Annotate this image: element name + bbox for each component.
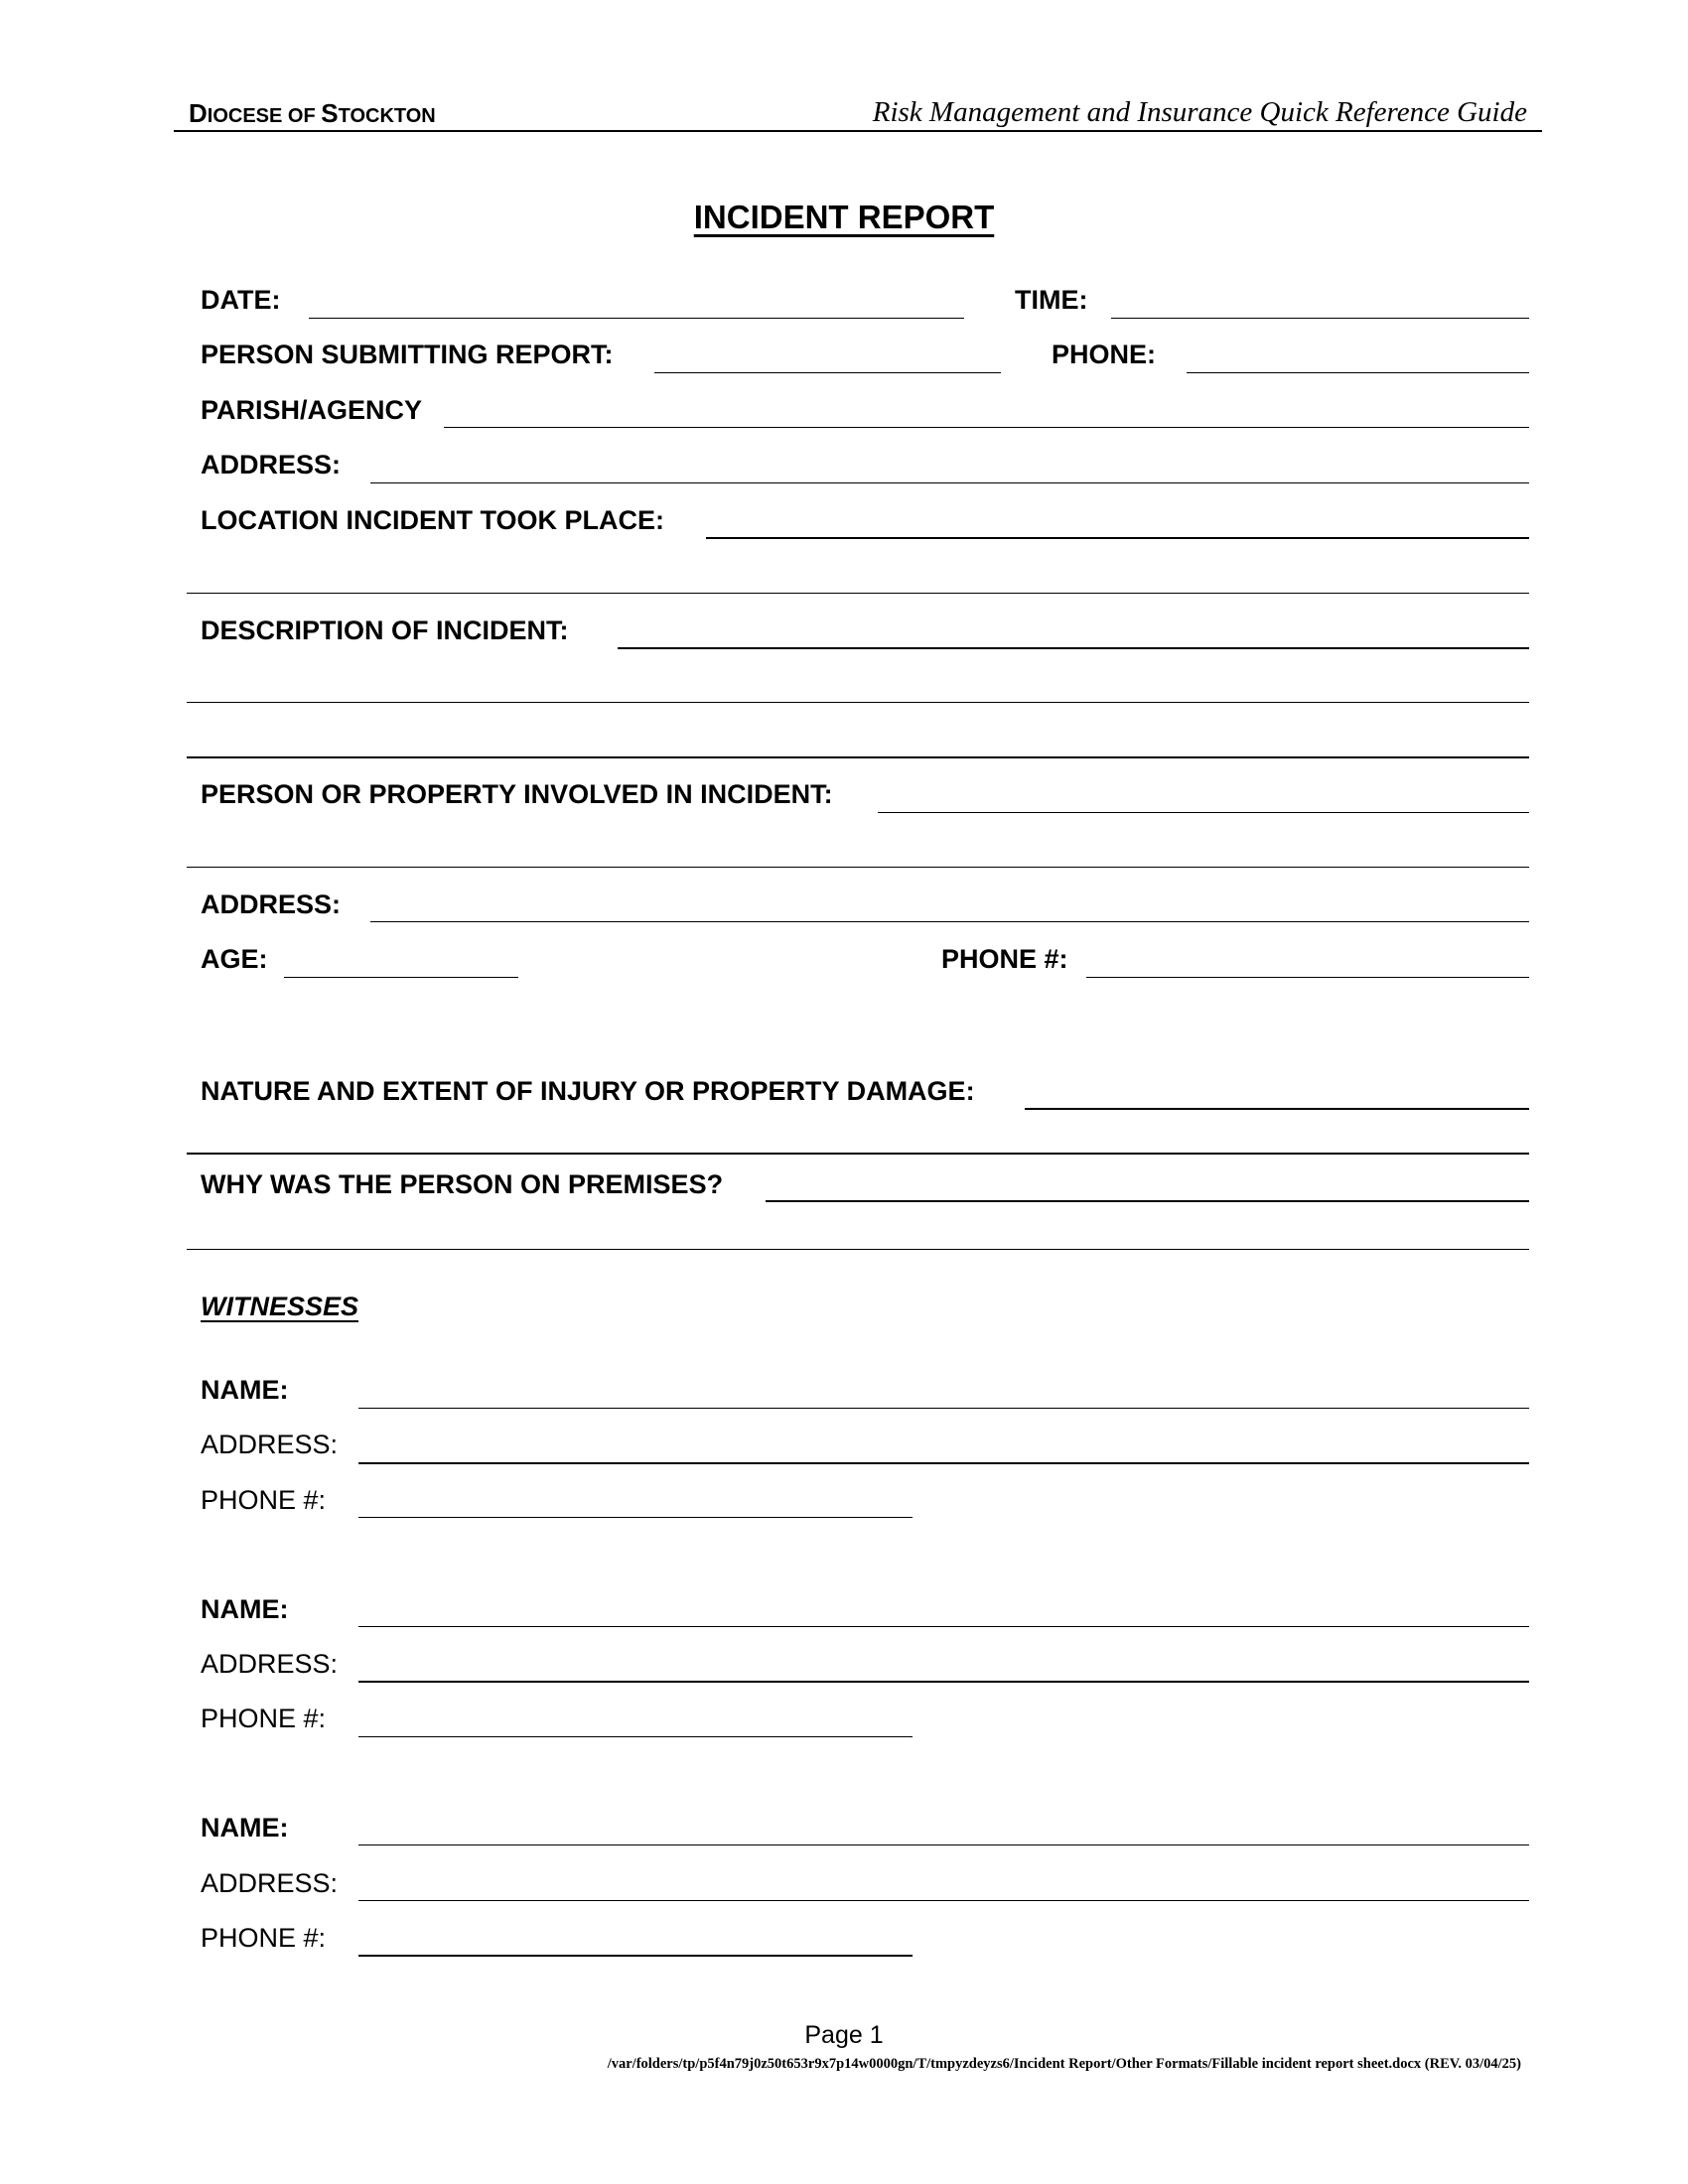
time-label: TIME: bbox=[1015, 285, 1088, 315]
person-submitting-field[interactable] bbox=[654, 372, 1001, 373]
header-rule bbox=[174, 130, 1542, 132]
address-label: ADDRESS: bbox=[201, 450, 342, 479]
witness-2-phone-field[interactable] bbox=[358, 1736, 913, 1737]
org-word-stockton: TOCKTON bbox=[338, 105, 436, 127]
witness-3-address-label: ADDRESS: bbox=[201, 1868, 339, 1898]
witness-2-address-label: ADDRESS: bbox=[201, 1649, 339, 1679]
witness-3-name-field[interactable] bbox=[358, 1844, 1529, 1845]
location-field[interactable] bbox=[706, 537, 1529, 539]
witness-1-phone-field[interactable] bbox=[358, 1517, 913, 1518]
why-on-premises-line-2[interactable] bbox=[187, 1249, 1529, 1250]
time-field[interactable] bbox=[1111, 318, 1529, 319]
involved-phone-label: PHONE #: bbox=[941, 944, 1068, 974]
parish-agency-field[interactable] bbox=[444, 427, 1529, 428]
phone-label: PHONE: bbox=[1052, 340, 1157, 369]
nature-extent-line-2[interactable] bbox=[187, 1153, 1529, 1155]
person-property-label: PERSON OR PROPERTY INVOLVED IN INCIDENT: bbox=[201, 779, 833, 809]
location-label: LOCATION INCIDENT TOOK PLACE: bbox=[201, 505, 664, 535]
witness-3-name-label: NAME: bbox=[201, 1813, 289, 1843]
witness-2-name-field[interactable] bbox=[358, 1626, 1529, 1627]
age-label: AGE: bbox=[201, 944, 268, 974]
witness-3-phone-field[interactable] bbox=[358, 1955, 913, 1957]
witness-2-address-field[interactable] bbox=[358, 1681, 1529, 1683]
org-initial-s: S bbox=[321, 98, 339, 128]
file-path-footer: /var/folders/tp/p5f4n79j0z50t653r9x7p14w0000gn/T/tmpyzdeyzs6/Incident Report/Other Formats/Fillable incident report sheet.docx (REV. 03/04/25) bbox=[607, 2056, 1521, 2072]
page-number: Page 1 bbox=[804, 2021, 884, 2049]
involved-address-label: ADDRESS: bbox=[201, 889, 342, 919]
description-line-2[interactable] bbox=[187, 702, 1529, 703]
nature-extent-field[interactable] bbox=[1025, 1108, 1529, 1110]
person-property-line-2[interactable] bbox=[187, 867, 1529, 868]
org-word-diocese: IOCESE OF bbox=[207, 105, 322, 127]
location-continuation-line[interactable] bbox=[187, 593, 1529, 594]
witness-1-address-label: ADDRESS: bbox=[201, 1430, 339, 1459]
page-title bbox=[0, 199, 1688, 236]
org-initial-d: D bbox=[189, 98, 208, 128]
witness-2-phone-label: PHONE #: bbox=[201, 1704, 327, 1733]
age-field[interactable] bbox=[284, 977, 518, 978]
organization-name bbox=[189, 98, 436, 131]
witness-2-name-label: NAME: bbox=[201, 1594, 289, 1624]
witness-1-name-field[interactable] bbox=[358, 1408, 1529, 1409]
involved-address-field[interactable] bbox=[370, 921, 1529, 922]
witness-1-address-field[interactable] bbox=[358, 1462, 1529, 1464]
witness-3-address-field[interactable] bbox=[358, 1900, 1529, 1901]
witness-1-name-label: NAME: bbox=[201, 1375, 289, 1405]
witnesses-heading: WITNESSES bbox=[201, 1292, 359, 1321]
person-submitting-label: PERSON SUBMITTING REPORT: bbox=[201, 340, 614, 369]
page-title-text: INCIDENT REPORT bbox=[693, 199, 995, 235]
description-field[interactable] bbox=[618, 647, 1529, 649]
date-label: DATE: bbox=[201, 285, 281, 315]
date-field[interactable] bbox=[309, 318, 964, 319]
why-on-premises-label: WHY WAS THE PERSON ON PREMISES? bbox=[201, 1169, 724, 1199]
guide-title: Risk Management and Insurance Quick Reference Guide bbox=[872, 96, 1527, 128]
address-field[interactable] bbox=[370, 482, 1529, 483]
witness-1-phone-label: PHONE #: bbox=[201, 1485, 327, 1515]
witness-3-phone-label: PHONE #: bbox=[201, 1923, 327, 1953]
nature-extent-label: NATURE AND EXTENT OF INJURY OR PROPERTY DAMAGE: bbox=[201, 1076, 975, 1106]
phone-field[interactable] bbox=[1187, 372, 1529, 373]
involved-phone-field[interactable] bbox=[1086, 977, 1529, 978]
description-label: DESCRIPTION OF INCIDENT: bbox=[201, 615, 569, 645]
why-on-premises-field[interactable] bbox=[766, 1200, 1529, 1202]
description-line-3[interactable] bbox=[187, 756, 1529, 758]
person-property-field[interactable] bbox=[878, 812, 1529, 813]
parish-agency-label: PARISH/AGENCY bbox=[201, 395, 423, 425]
